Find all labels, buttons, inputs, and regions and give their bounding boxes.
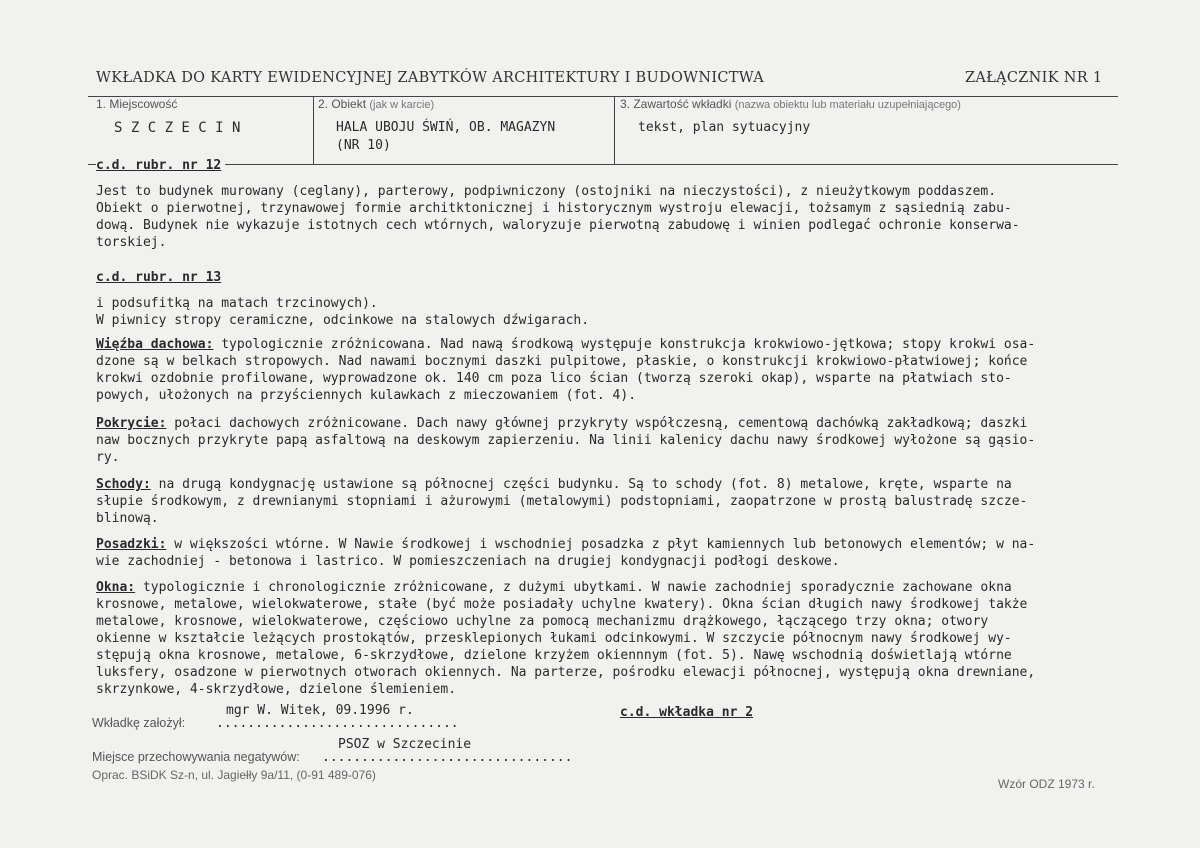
author-value: mgr W. Witek, 09.1996 r. bbox=[226, 703, 414, 718]
windows-text: typologicznie i chronologicznie zróżnicowane, z dużymi ubytkami. W nawie zachodniej sporadycznie zachowane okna krosnowe, metalowe, wielokwaterowe, stałe (być może posiadały uchylne kwatery). Okna ścian długich nawy środkowej także metalowe, krosnowe, wielokwaterowe, częściowo uchylne za pomocą mechanizmu drążkowego, łączącego trzy okna; otwory okienne w kształcie leżących prostokątów, przesklepionych łukami odcinkowymi. W szczycie północnym nawy środkowej wy- stępują okna krosnowe, metalowe, 6-skrzydłowe, dzielone krzyżem okiennnym (fot. 5). Nawę wschodnią doświetlają wtórne luksfery, osadzone w pierwotnych otworach okiennych. Na parterze, pośrodku elewacji północnej, występują okna drewniane, skrzynkowe, 4-skrzydłowe, dzielone ślemieniem. bbox=[96, 580, 1036, 697]
windows-label: Okna: bbox=[96, 580, 136, 595]
windows-paragraph bbox=[96, 579, 1126, 698]
field-object-value-line1: HALA UBOJU ŚWIŃ, OB. MAGAZYN bbox=[336, 120, 556, 135]
field-object-label: 2. Obiekt (jak w karcie) bbox=[318, 97, 435, 111]
form-divider-2 bbox=[614, 96, 615, 164]
continuation-reference: c.d. wkładka nr 2 bbox=[620, 705, 754, 720]
field-contents-label: 3. Zawartość wkładki (nazwa obiektu lub materiału uzupełniającego) bbox=[620, 97, 961, 111]
attachment-number: ZAŁĄCZNIK NR 1 bbox=[965, 70, 1103, 86]
field-locality-label: 1. Miejscowość bbox=[96, 97, 178, 111]
roofing-label: Pokrycie: bbox=[96, 416, 167, 431]
storage-label: Miejsce przechowywania negatywów: bbox=[92, 750, 300, 764]
stairs-label: Schody: bbox=[96, 477, 151, 492]
field-contents-value: tekst, plan sytuacyjny bbox=[638, 120, 811, 135]
form-divider-1 bbox=[313, 96, 314, 164]
publisher-info: Oprac. BSiDK Sz-n, ul. Jagiełły 9a/11, (0-91 489-076) bbox=[92, 768, 376, 782]
floors-text: w większości wtórne. W Nawie środkowej i wschodniej posadzka z płyt kamiennych lub betonowych elementów; w na- wie zachodniej - betonowa i lastrico. W pomieszczeniach na drugiej kondygnacji podłogi deskowe. bbox=[96, 537, 1036, 569]
form-top-border bbox=[88, 96, 1118, 97]
storage-dotted-line: ................................ bbox=[322, 750, 573, 765]
form-bottom-border bbox=[88, 164, 1118, 165]
floors-paragraph bbox=[96, 536, 1126, 570]
storage-value: PSOZ w Szczecinie bbox=[338, 737, 472, 752]
form-reference: Wzór ODZ 1973 r. bbox=[998, 777, 1095, 791]
section-13-heading: c.d. rubr. nr 13 bbox=[96, 270, 222, 285]
field-object-value-line2: (NR 10) bbox=[336, 138, 391, 153]
roof-truss-text: typologicznie zróżnicowana. Nad nawą środkową występuje konstrukcja krokwiowo-jętkowa; stopy krokwi osa- dzone są w belkach stropowych. Nad nawami bocznymi daszki pulpitowe, płaskie, o konstrukcji krokwiowo-płatwiowej; końce krokwi ozdobnie profilowane, wyprowadzone ok. 140 cm poza lico ścian (tworzą szeroki okap), wsparte na płatwiach sto- powych, ułożonych na przyściennych kulawkach z mieczowaniem (fot. 4). bbox=[96, 337, 1036, 403]
author-label: Wkładkę założył: bbox=[92, 716, 186, 730]
roofing-paragraph bbox=[96, 415, 1126, 466]
section-12-text: Jest to budynek murowany (ceglany), parterowy, podpiwniczony (ostojniki na nieczystości), z nieużytkowym poddaszem. Obiekt o pierwotnej, trzynawowej formie architktonicznej i historycznym wystroju elewacji, tożsamym z sąsiednią zabu- dową. Budynek nie wykazuje istotnych cech wtórnych, waloryzuje pierwotną zabudowę i winien podlegać ochronie konserwa- torskiej. bbox=[96, 184, 1020, 250]
section-12-heading: c.d. rubr. nr 12 bbox=[96, 158, 225, 173]
section-13-text: i podsufitką na matach trzcinowych). W piwnicy stropy ceramiczne, odcinkowe na stalowych dźwigarach. bbox=[96, 296, 590, 328]
roof-truss-label: Więźba dachowa: bbox=[96, 337, 214, 352]
stairs-paragraph bbox=[96, 476, 1126, 527]
floors-label: Posadzki: bbox=[96, 537, 167, 552]
document-title: WKŁADKA DO KARTY EWIDENCYJNEJ ZABYTKÓW ARCHITEKTURY I BUDOWNICTWA bbox=[96, 70, 764, 86]
field-locality-value: S Z C Z E C I N bbox=[114, 120, 241, 136]
roofing-text: połaci dachowych zróżnicowane. Dach nawy głównej przykryty współczesną, cementową dachówką zakładkową; daszki naw bocznych przykryte papą asfaltową na deskowym zapierzeniu. Na linii kalenicy dachu nawy środkowej wyłożone są gąsio- ry. bbox=[96, 416, 1036, 465]
stairs-text: na drugą kondygnację ustawione są północnej części budynku. Są to schody (fot. 8) metalowe, kręte, wsparte na słupie środkowym, z drewnianymi stopniami i ażurowymi (metalowymi) podstopniami, zaopatrzone w prostą balustradę szcze- blinową. bbox=[96, 477, 1028, 526]
roof-truss-paragraph bbox=[96, 336, 1126, 404]
author-dotted-line: ............................... bbox=[216, 716, 459, 731]
